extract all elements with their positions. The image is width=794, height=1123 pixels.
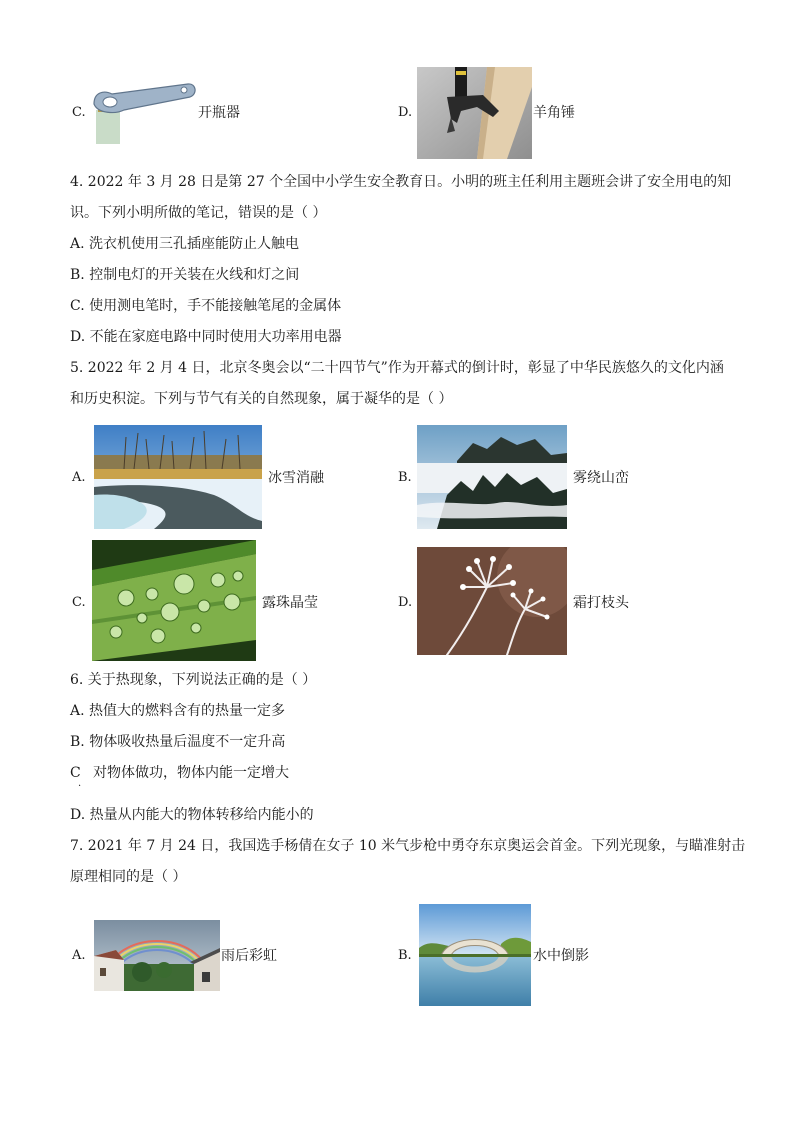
q7-stem-line2: 原理相同的是（ ） — [70, 869, 187, 885]
q3-option-c-caption: 开瓶器 — [198, 105, 240, 121]
q5-stem-line2: 和历史积淀。下列与节气有关的自然现象，属于凝华的是（ ） — [70, 391, 453, 407]
q3-option-d-letter: D. — [398, 105, 413, 120]
q6-option-b: B. 物体吸收热量后温度不一定升高 — [70, 734, 286, 750]
q4-option-a: A. 洗衣机使用三孔插座能防止人触电 — [70, 236, 300, 252]
q6-stem: 6. 关于热现象，下列说法正确的是（ ） — [70, 672, 317, 688]
dew-drops-leaf-image — [92, 540, 256, 661]
melting-snow-river-image — [94, 425, 262, 529]
q3-option-d-caption: 羊角锤 — [533, 105, 575, 121]
q5-option-c-caption: 露珠晶莹 — [262, 595, 318, 611]
q6-option-a: A. 热值大的燃料含有的热量一定多 — [70, 703, 286, 719]
q5-option-a-letter: A. — [72, 470, 86, 485]
rainbow-village-image — [94, 920, 220, 991]
q6-option-d: D. 热量从内能大的物体转移给内能小的 — [70, 807, 314, 823]
q5-option-b-caption: 雾绕山峦 — [573, 470, 629, 486]
bottle-opener-image — [92, 80, 198, 144]
claw-hammer-image — [417, 67, 532, 159]
fog-mountains-image — [417, 425, 567, 529]
q4-stem-line1: 4. 2022 年 3 月 28 日是第 27 个全国中小学生安全教育日。小明的班主任利用主题班会讲了安全用电的知 — [70, 174, 732, 190]
q5-option-c-letter: C. — [72, 595, 86, 610]
q5-option-d-caption: 霜打枝头 — [573, 595, 629, 611]
q6-option-c-text: 对物体做功，物体内能一定增大 — [93, 765, 289, 781]
q5-stem-line1: 5. 2022 年 2 月 4 日，北京冬奥会以“二十四节气”作为开幕式的倒计时，彰显了中华民族悠久的文化内涵 — [70, 360, 724, 376]
q4-option-c: C. 使用测电笔时，手不能接触笔尾的金属体 — [70, 298, 342, 314]
q7-option-b-caption: 水中倒影 — [533, 948, 589, 964]
q4-stem-line2: 识。下列小明所做的笔记，错误的是（ ） — [70, 205, 327, 221]
q7-option-a-letter: A. — [72, 948, 86, 963]
q5-option-a-caption: 冰雪消融 — [268, 470, 324, 486]
q7-stem-line1: 7. 2021 年 7 月 24 日，我国选手杨倩在女子 10 米气步枪中勇夺东京奥运会首金。下列光现象，与瞄准射击 — [70, 838, 746, 854]
q4-option-b: B. 控制电灯的开关装在火线和灯之间 — [70, 267, 300, 283]
q5-option-d-letter: D. — [398, 595, 413, 610]
bridge-reflection-image — [419, 904, 531, 1006]
q3-option-c-letter: C. — [72, 105, 86, 120]
q5-option-b-letter: B. — [398, 470, 412, 485]
frost-branch-image — [417, 547, 567, 655]
q6-option-c-dot: . — [78, 778, 82, 789]
q7-option-a-caption: 雨后彩虹 — [221, 948, 277, 964]
q4-option-d: D. 不能在家庭电路中同时使用大功率用电器 — [70, 329, 342, 345]
q6-option-c-letter: C — [70, 765, 81, 781]
q7-option-b-letter: B. — [398, 948, 412, 963]
